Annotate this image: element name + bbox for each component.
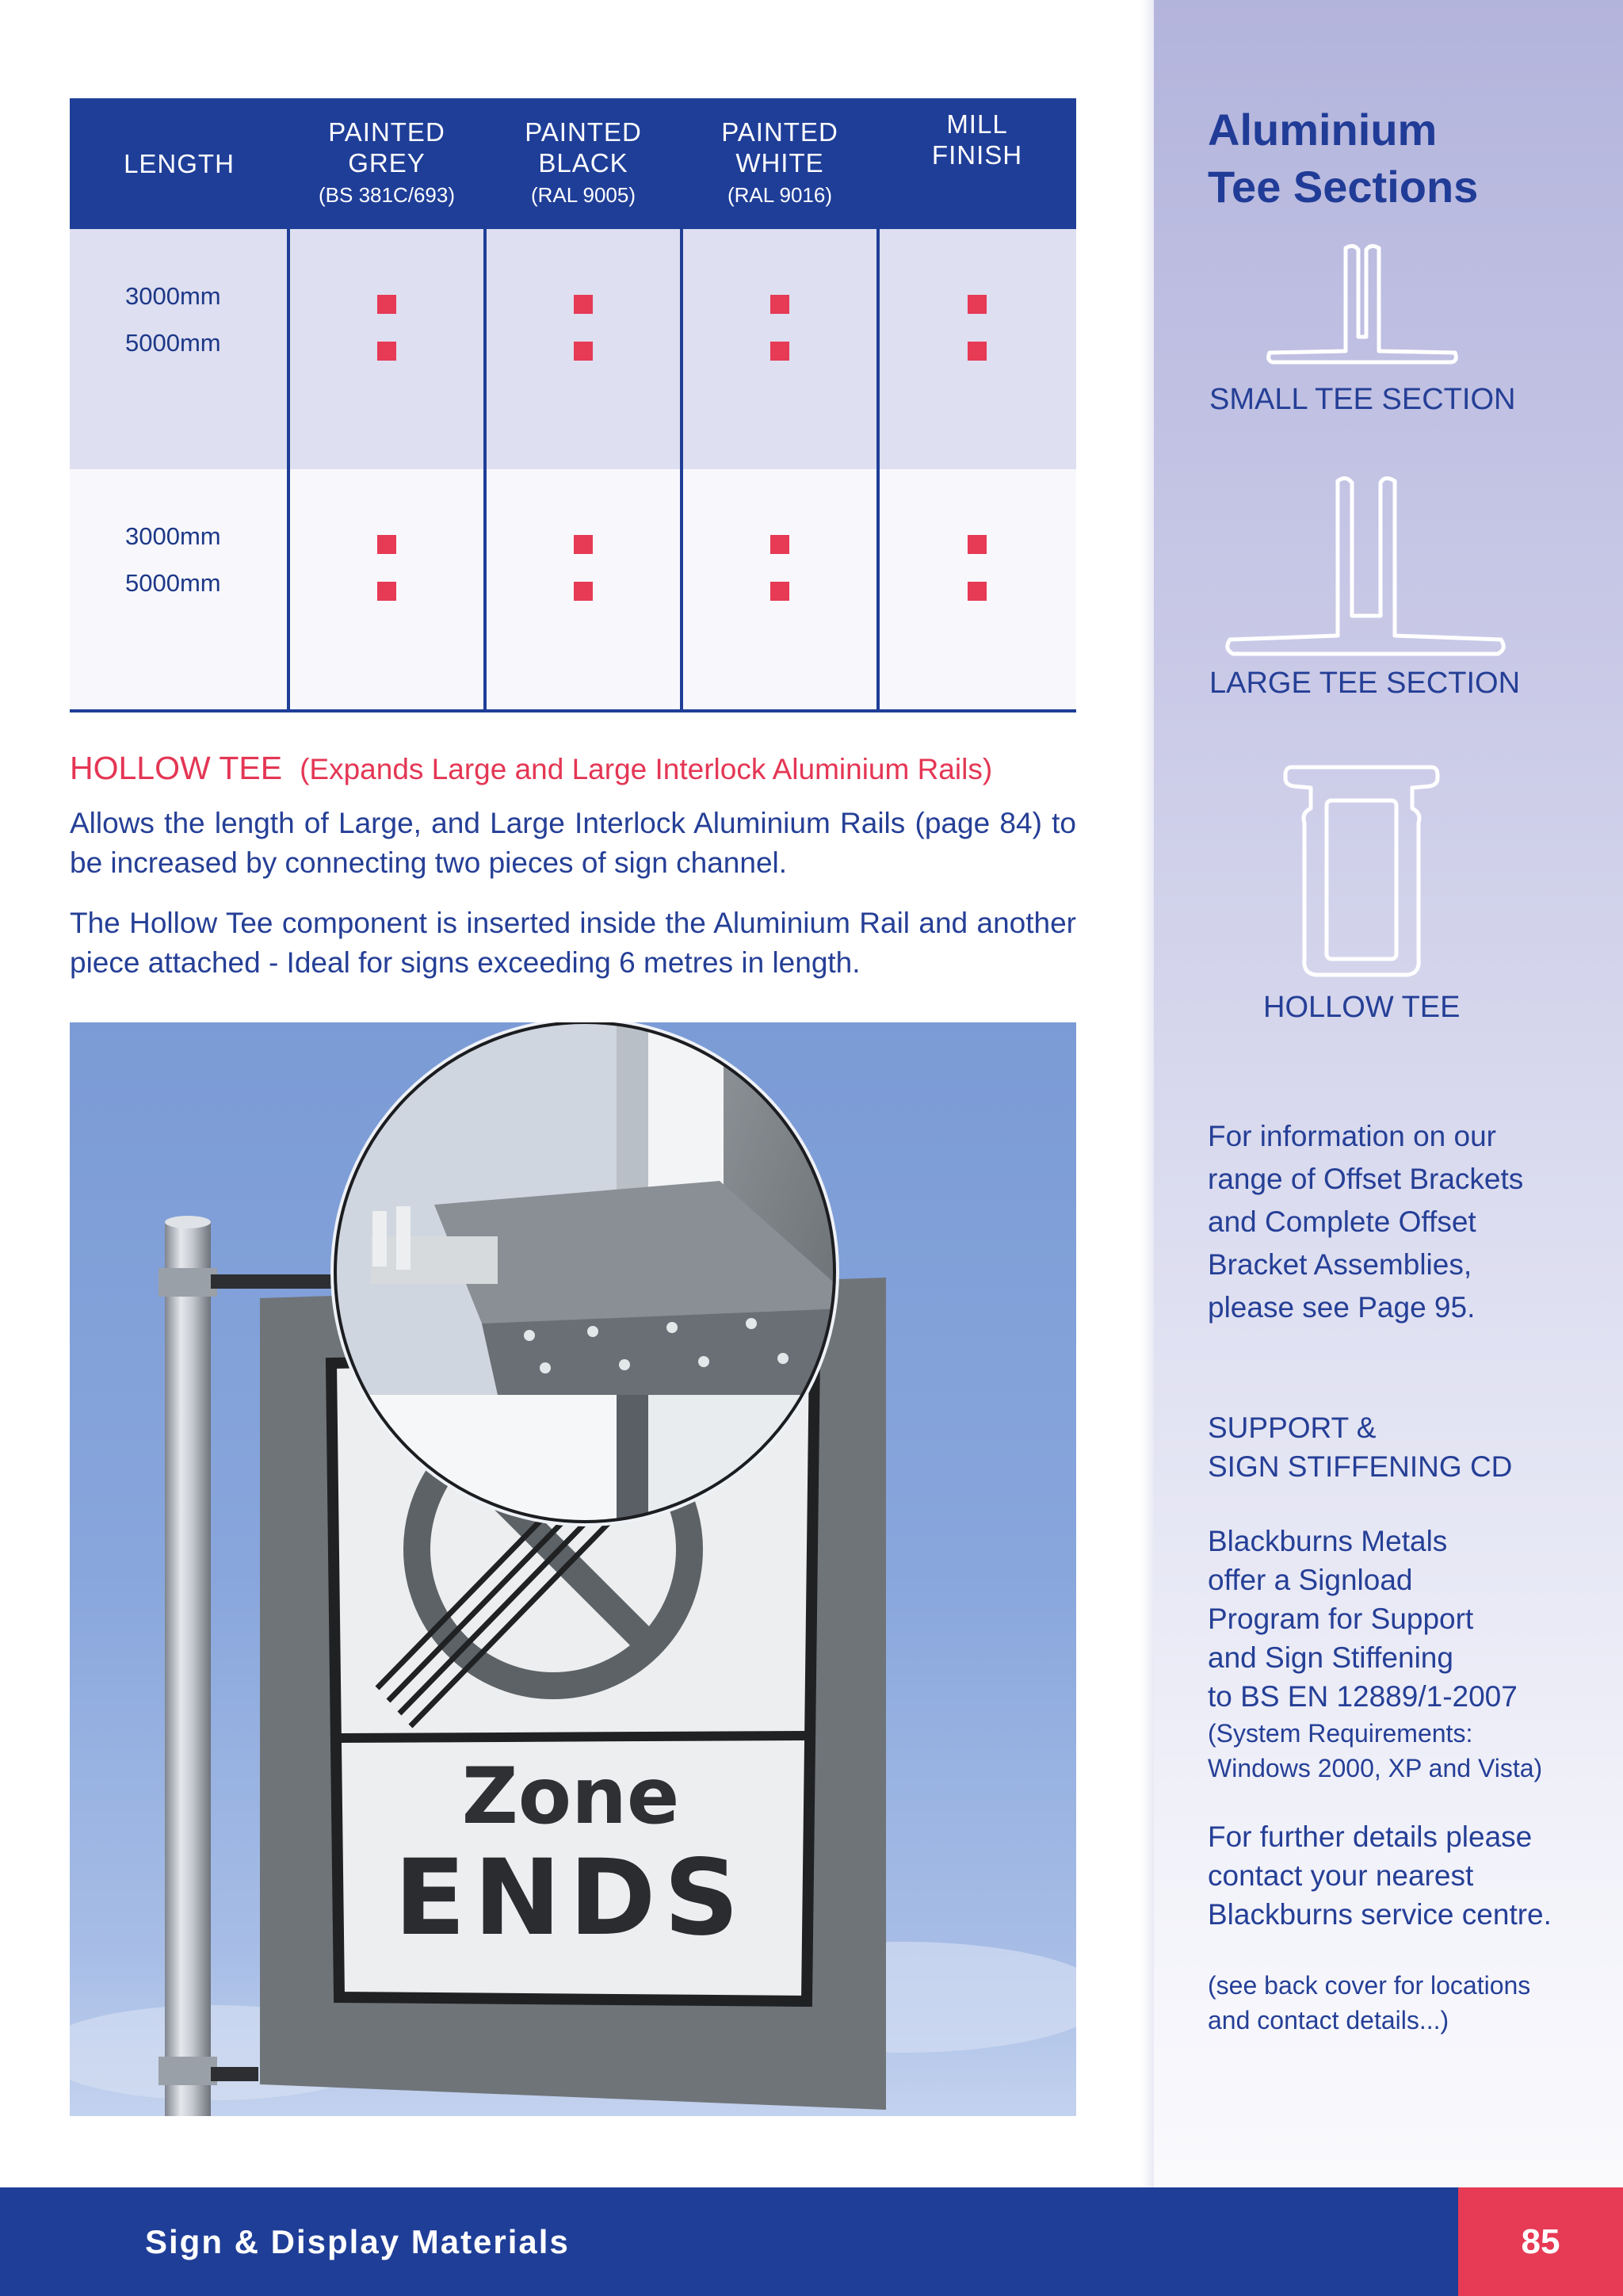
support-cd-title-line: SIGN STIFFENING CD [1208, 1450, 1513, 1483]
header-mill-finish [878, 98, 1076, 229]
hollow-tee-heading [70, 750, 992, 787]
system-requirements-line: Windows 2000, XP and Vista) [1208, 1754, 1543, 1782]
header-line: PAINTED [328, 117, 445, 147]
sidebar-title [1208, 101, 1478, 216]
support-cd-heading [1208, 1408, 1512, 1486]
column-divider [483, 229, 487, 711]
sign-photo-illustration [70, 1022, 1076, 2116]
further-details-line: Blackburns service centre. [1208, 1898, 1552, 1931]
availability-marker [574, 582, 593, 601]
header-line: PAINTED [525, 117, 642, 147]
header-line: BLACK [538, 147, 628, 178]
sign-text-zone: Zone [461, 1752, 680, 1842]
support-cd-line: and Sign Stiffening [1208, 1641, 1453, 1674]
table-header-row [70, 98, 1076, 229]
header-painted-white [682, 98, 878, 229]
availability-marker [574, 295, 593, 314]
offset-info-line: For information on our [1208, 1120, 1497, 1152]
support-cd-title-line: SUPPORT & [1208, 1412, 1377, 1444]
header-painted-black [485, 98, 682, 229]
header-line: PAINTED [721, 117, 838, 147]
support-cd-line: Program for Support [1208, 1603, 1474, 1635]
header-line: WHITE [735, 147, 824, 178]
header-line: GREY [348, 147, 426, 178]
header-length-label: LENGTH [124, 149, 235, 178]
support-cd-description [1208, 1522, 1542, 1786]
availability-marker [770, 342, 789, 361]
offset-info-line: Bracket Assemblies, [1208, 1248, 1472, 1281]
back-cover-line: and contact details...) [1208, 2006, 1449, 2034]
length-value: 5000mm [125, 329, 221, 357]
sidebar-title-line: Aluminium [1208, 105, 1438, 155]
support-cd-line: offer a Signload [1208, 1564, 1413, 1596]
header-line: FINISH [931, 140, 1023, 170]
availability-marker [377, 582, 396, 601]
length-value: 3000mm [125, 522, 221, 550]
further-details-line: contact your nearest [1208, 1859, 1474, 1892]
sidebar-title-line: Tee Sections [1208, 162, 1479, 212]
offset-info-line: and Complete Offset [1208, 1205, 1476, 1238]
table-bottom-rule [70, 709, 1076, 712]
availability-marker [574, 535, 593, 554]
hollow-tee-title: HOLLOW TEE [70, 750, 283, 786]
back-cover-note [1208, 1968, 1530, 2038]
header-sub: (BS 381C/693) [319, 182, 455, 207]
offset-info-line: range of Offset Brackets [1208, 1163, 1524, 1195]
small-tee-section-label: SMALL TEE SECTION [1209, 383, 1516, 416]
large-tee-section-icon [1219, 473, 1512, 663]
column-divider [287, 229, 290, 711]
system-requirements-line: (System Requirements: [1208, 1719, 1473, 1748]
hollow-tee-label: HOLLOW TEE [1263, 991, 1461, 1024]
availability-marker [968, 295, 987, 314]
column-divider [680, 229, 683, 711]
availability-marker [770, 535, 789, 554]
finish-availability-table [70, 98, 1076, 709]
column-divider [876, 229, 880, 711]
small-tee-section-icon [1260, 242, 1466, 369]
footer-section-title: Sign & Display Materials [145, 2223, 570, 2260]
availability-marker [770, 295, 789, 314]
availability-marker [968, 582, 987, 601]
availability-marker [770, 582, 789, 601]
availability-marker [968, 342, 987, 361]
availability-marker [377, 295, 396, 314]
large-tee-section-label: LARGE TEE SECTION [1209, 667, 1521, 700]
page-footer [0, 2187, 1623, 2296]
further-details-text [1208, 1817, 1552, 1934]
length-value: 5000mm [125, 569, 221, 597]
length-value: 3000mm [125, 282, 221, 310]
hollow-tee-subtitle: (Expands Large and Large Interlock Aluminium Rails) [300, 753, 993, 785]
table-row [70, 469, 1076, 709]
back-cover-line: (see back cover for locations [1208, 1971, 1531, 2000]
sign-text-ends: ENDS [394, 1837, 747, 1959]
header-sub: (RAL 9016) [727, 182, 832, 207]
table-row [70, 229, 1076, 469]
hollow-tee-description: Allows the length of Large, and Large Interlock Aluminium Rails (page 84) to be increased by connecting two pieces of sign channel. [70, 807, 1076, 879]
hollow-tee-usage: The Hollow Tee component is inserted inside the Aluminium Rail and another piece attached - Ideal for signs exceeding 6 metres in length. [70, 907, 1076, 979]
header-line: MILL [946, 109, 1008, 139]
support-cd-line: to BS EN 12889/1-2007 [1208, 1680, 1518, 1713]
hollow-tee-icon [1282, 761, 1441, 983]
offset-info-line: please see Page 95. [1208, 1291, 1476, 1324]
support-cd-line: Blackburns Metals [1208, 1525, 1448, 1557]
sign-photo [70, 1022, 1076, 2116]
availability-marker [968, 535, 987, 554]
header-sub: (RAL 9005) [531, 182, 636, 207]
page-number: 85 [1458, 2187, 1623, 2296]
header-painted-grey [288, 98, 485, 229]
header-length [70, 98, 288, 229]
availability-marker [377, 342, 396, 361]
availability-marker [574, 342, 593, 361]
availability-marker [377, 535, 396, 554]
sidebar-edge [1141, 0, 1154, 2187]
further-details-line: For further details please [1208, 1820, 1533, 1853]
offset-brackets-info [1208, 1115, 1523, 1329]
